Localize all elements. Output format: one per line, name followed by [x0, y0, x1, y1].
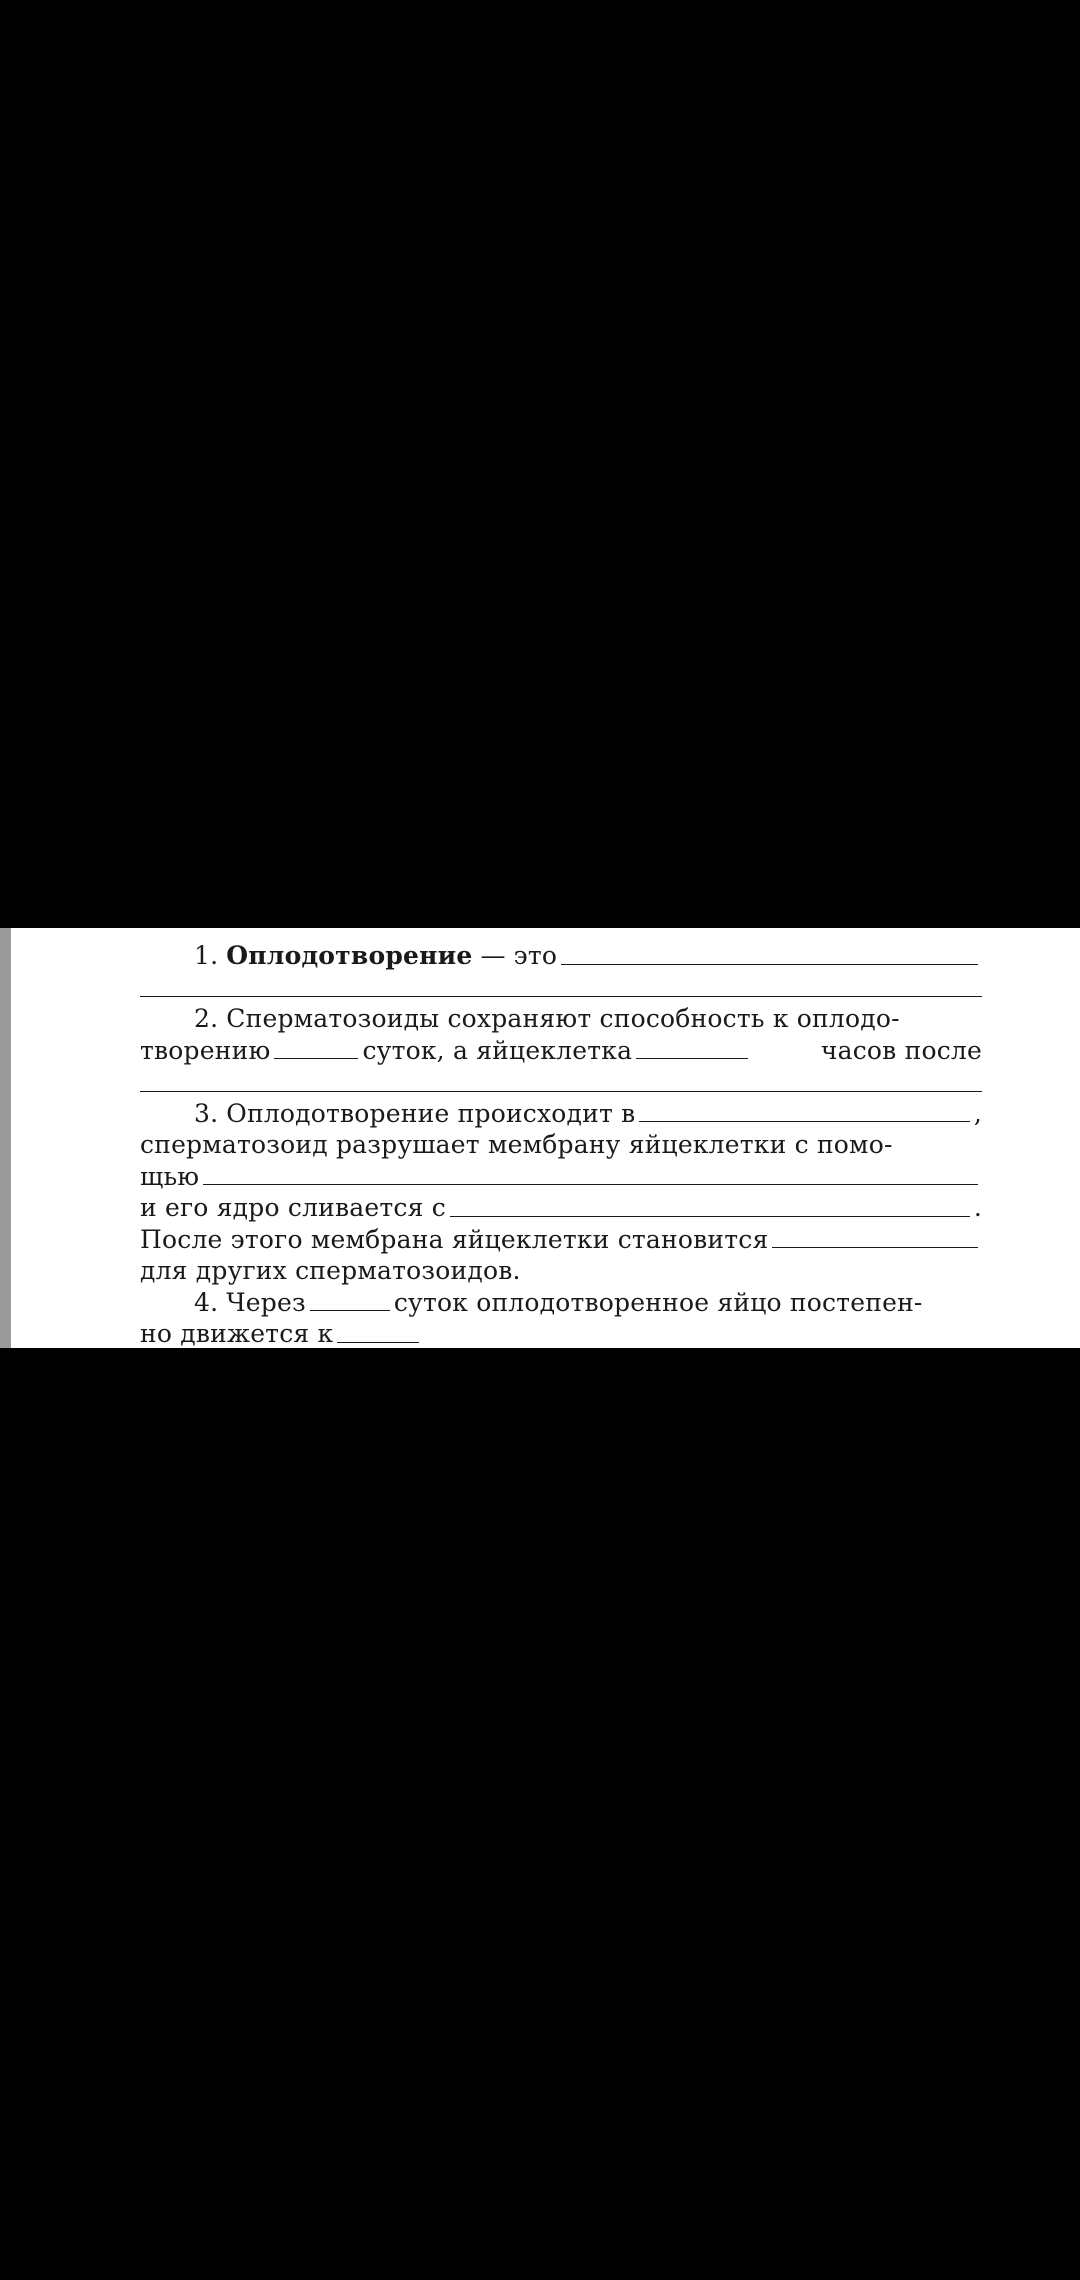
question-2-number: 2. — [194, 1004, 219, 1033]
answer-blank[interactable] — [561, 963, 978, 965]
question-3-number: 3. — [194, 1098, 219, 1128]
question-4-line-2 — [140, 1318, 982, 1348]
question-2-line-1 — [140, 1003, 982, 1035]
question-3-line-1 — [140, 1098, 982, 1130]
question-2-part-b: суток, а яйцеклетка — [362, 1035, 633, 1065]
answer-blank[interactable] — [772, 1246, 978, 1248]
question-4-text: но движется к — [140, 1319, 334, 1348]
worksheet-page — [0, 928, 1080, 1348]
question-4-part-a: Через — [226, 1287, 306, 1317]
question-3-line-2 — [140, 1129, 982, 1161]
question-3-text: После этого мембрана яйцеклетки становится — [140, 1224, 769, 1254]
question-1-line — [140, 940, 982, 972]
question-3-line-6 — [140, 1255, 982, 1287]
question-4-line-1 — [140, 1287, 982, 1319]
question-2-line-2 — [140, 1035, 982, 1067]
worksheet-text — [140, 940, 982, 1348]
answer-blank[interactable] — [203, 1183, 978, 1185]
question-3-line-3 — [140, 1161, 982, 1193]
question-1-term: Оплодотворение — [226, 941, 473, 970]
answer-blank-full-line[interactable] — [140, 1066, 982, 1098]
answer-blank[interactable] — [450, 1215, 970, 1217]
question-3-text: сперматозоид разрушает мембрану яйцеклетки с помо- — [140, 1130, 893, 1159]
question-3-period: . — [973, 1193, 982, 1222]
question-3-text: Оплодотворение происходит в — [226, 1098, 636, 1128]
page-edge — [0, 928, 11, 1348]
answer-blank[interactable] — [636, 1057, 748, 1059]
question-3-text: для других сперматозоидов. — [140, 1256, 521, 1285]
answer-blank-full-line[interactable] — [140, 972, 982, 1004]
question-3-text: и его ядро сливается с — [140, 1193, 446, 1222]
question-1-number: 1. — [194, 941, 219, 970]
question-2-part-c: часов после — [820, 1035, 982, 1065]
question-2-text: Сперматозоиды сохраняют способность к оплодо- — [226, 1004, 900, 1033]
question-4-number: 4. — [194, 1287, 219, 1317]
answer-blank[interactable] — [337, 1341, 419, 1343]
question-3-line-5 — [140, 1224, 982, 1256]
question-4-part-b: суток оплодотворенное яйцо постепен- — [393, 1287, 923, 1317]
question-1-dash: — — [480, 941, 506, 970]
question-1-tail: это — [513, 941, 558, 970]
question-2-part-a: творению — [140, 1035, 271, 1065]
question-3-comma: , — [973, 1098, 982, 1128]
answer-blank[interactable] — [639, 1120, 969, 1122]
answer-blank[interactable] — [274, 1057, 358, 1059]
question-3-text: щью — [140, 1161, 200, 1191]
answer-blank[interactable] — [310, 1309, 390, 1311]
question-3-line-4 — [140, 1192, 982, 1224]
